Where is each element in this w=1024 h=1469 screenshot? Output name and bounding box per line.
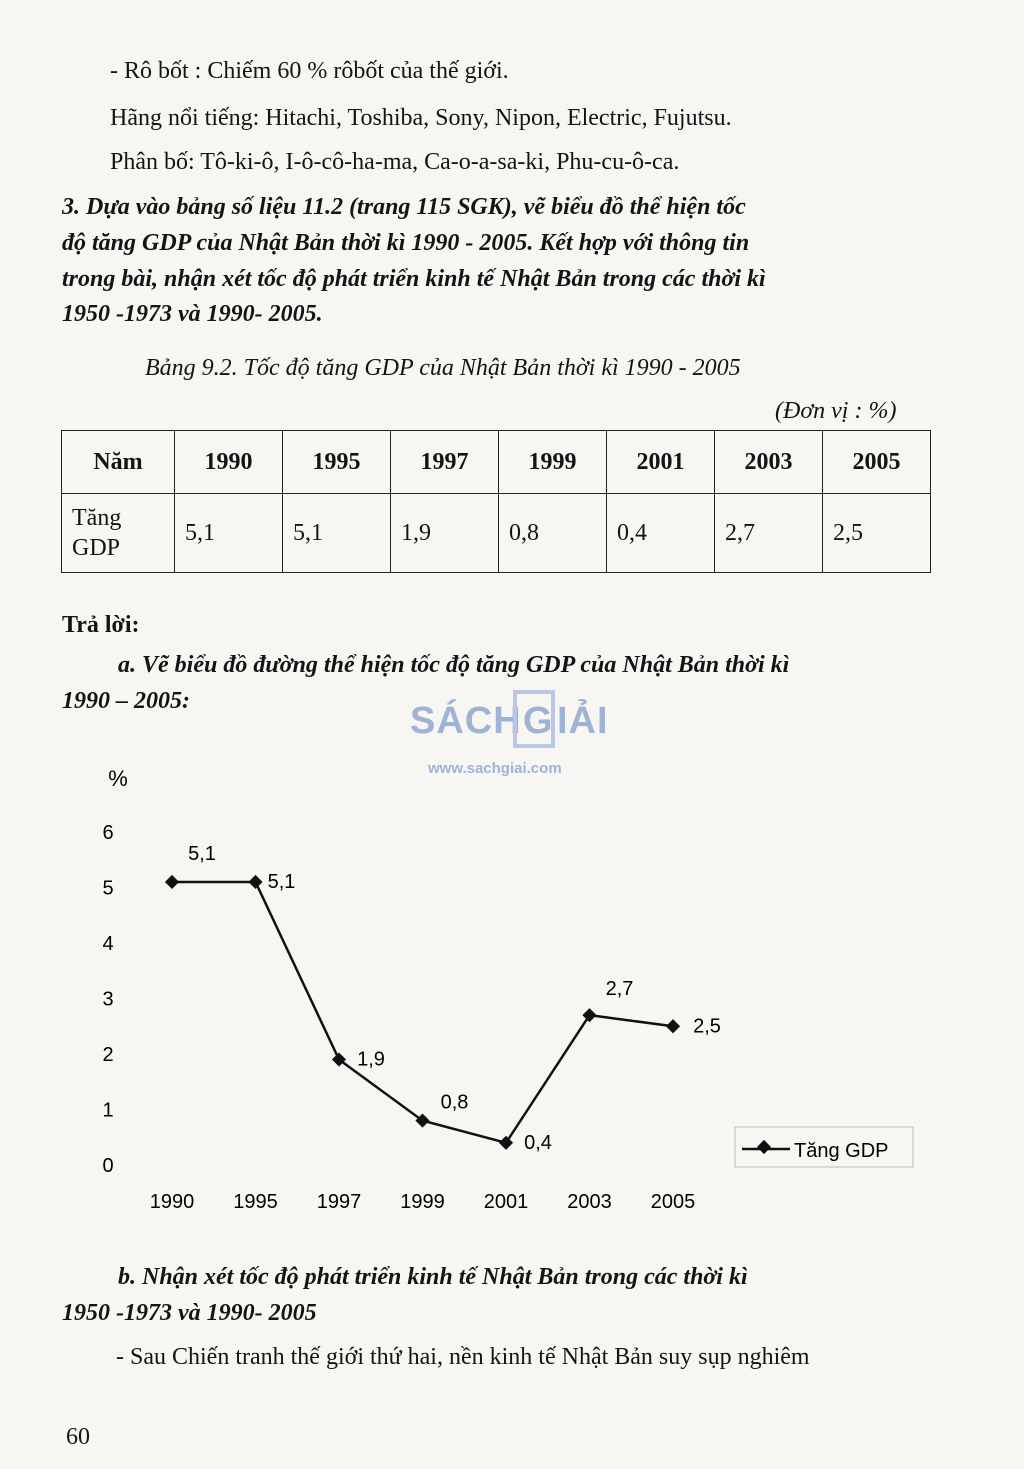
x-tick-label: 2003 (567, 1191, 612, 1213)
y-tick-label: 4 (102, 933, 114, 955)
part-b-line-2: 1950 -1973 và 1990- 2005 (62, 1300, 317, 1326)
table-cell: 2,5 (823, 494, 931, 573)
table-header-cell: 1995 (283, 431, 391, 494)
data-label: 1,9 (357, 1048, 385, 1071)
data-labels (188, 843, 721, 1154)
table-header-cell: 2001 (607, 431, 715, 494)
table-row-label (62, 494, 175, 573)
gdp-line-chart (0, 750, 1024, 1230)
part-a-line-1: a. Vẽ biểu đồ đường thể hiện tốc độ tăng GDP của Nhật Bản thời kì (118, 652, 790, 678)
x-tick-label: 1995 (233, 1191, 278, 1213)
data-point-marker (499, 1136, 513, 1150)
paragraph-line: - Sau Chiến tranh thế giới thứ hai, nền kinh tế Nhật Bản suy sụp nghiêm (116, 1344, 810, 1370)
watermark-url: www.sachgiai.com (428, 760, 562, 777)
data-point-marker (248, 875, 262, 889)
table-header-cell: 2003 (715, 431, 823, 494)
y-axis-unit-label: % (108, 766, 128, 791)
y-tick-label: 2 (102, 1044, 114, 1066)
data-label: 2,7 (605, 978, 634, 1001)
row-label-line-2: GDP (72, 535, 121, 561)
x-tick-label: 2005 (650, 1191, 696, 1213)
table-cell: 5,1 (175, 494, 283, 573)
x-tick-label: 1990 (149, 1191, 195, 1213)
y-tick-label: 1 (102, 1099, 114, 1122)
brands-line: Hãng nổi tiếng: Hitachi, Toshiba, Sony, Nipon, Electric, Fujutsu. (110, 105, 732, 131)
data-label: 5,1 (267, 870, 296, 893)
row-label-line-1: Tăng (72, 505, 122, 531)
question-line-3: trong bài, nhận xét tốc độ phát triển kinh tế Nhật Bản trong các thời kì (62, 266, 766, 292)
data-label: 5,1 (188, 842, 216, 865)
data-point-marker (666, 1019, 680, 1033)
data-label: 2,5 (693, 1015, 721, 1038)
y-tick-label: 3 (102, 988, 114, 1011)
watermark-title-right: IẢI (557, 700, 609, 742)
page-number: 60 (66, 1424, 90, 1450)
distribution-line: Phân bố: Tô-ki-ô, I-ô-cô-ha-ma, Ca-o-a-sa-ki, Phu-cu-ô-ca. (110, 149, 680, 175)
legend-marker-swatch (757, 1140, 771, 1154)
table-header-cell: 1990 (175, 431, 283, 494)
data-point-marker (165, 875, 179, 889)
table-cell: 1,9 (391, 494, 499, 573)
x-axis-labels (150, 1191, 696, 1213)
chart-legend (735, 1127, 913, 1167)
x-tick-label: 1997 (316, 1191, 362, 1213)
table-row (62, 494, 931, 573)
answer-heading: Trả lời: (62, 612, 140, 638)
watermark-title-mid: G (523, 700, 554, 742)
table-header-cell: 2005 (823, 431, 931, 494)
table-cell: 5,1 (283, 494, 391, 573)
table-header-row (62, 431, 931, 494)
data-point-marker (582, 1008, 596, 1022)
table-cell: 0,4 (607, 494, 715, 573)
part-a-line-2: 1990 – 2005: (62, 688, 190, 714)
y-tick-label: 5 (102, 877, 114, 900)
y-tick-label: 0 (102, 1155, 114, 1177)
legend-label: Tăng GDP (794, 1140, 889, 1162)
data-label: 0,4 (524, 1131, 552, 1154)
table-unit: (Đơn vị : %) (775, 398, 897, 424)
x-tick-label: 1999 (400, 1191, 445, 1213)
table-caption: Bảng 9.2. Tốc độ tăng GDP của Nhật Bản thời kì 1990 - 2005 (145, 355, 741, 381)
table-cell: 0,8 (499, 494, 607, 573)
series-line-tang-gdp (172, 882, 673, 1143)
question-line-4: 1950 -1973 và 1990- 2005. (62, 301, 323, 327)
data-label: 0,8 (440, 1091, 469, 1114)
watermark-title-left: SÁCH (410, 700, 522, 742)
series-markers (165, 875, 680, 1150)
question-line-2: độ tăng GDP của Nhật Bản thời kì 1990 - 2005. Kết hợp với thông tin (62, 230, 750, 256)
table-header-cell: 1999 (499, 431, 607, 494)
table-cell: 2,7 (715, 494, 823, 573)
y-tick-label: 6 (102, 822, 114, 844)
y-axis-labels (102, 822, 113, 1177)
table-header-cell: 1997 (391, 431, 499, 494)
gdp-table (61, 430, 931, 573)
robot-line: - Rô bốt : Chiếm 60 % rôbốt của thế giới. (110, 58, 509, 84)
part-b-line-1: b. Nhận xét tốc độ phát triển kinh tế Nhật Bản trong các thời kì (118, 1264, 748, 1290)
question-line-1: 3. Dựa vào bảng số liệu 11.2 (trang 115 SGK), vẽ biểu đồ thể hiện tốc (62, 194, 746, 220)
x-tick-label: 2001 (483, 1191, 529, 1213)
table-header-cell: Năm (62, 431, 175, 494)
